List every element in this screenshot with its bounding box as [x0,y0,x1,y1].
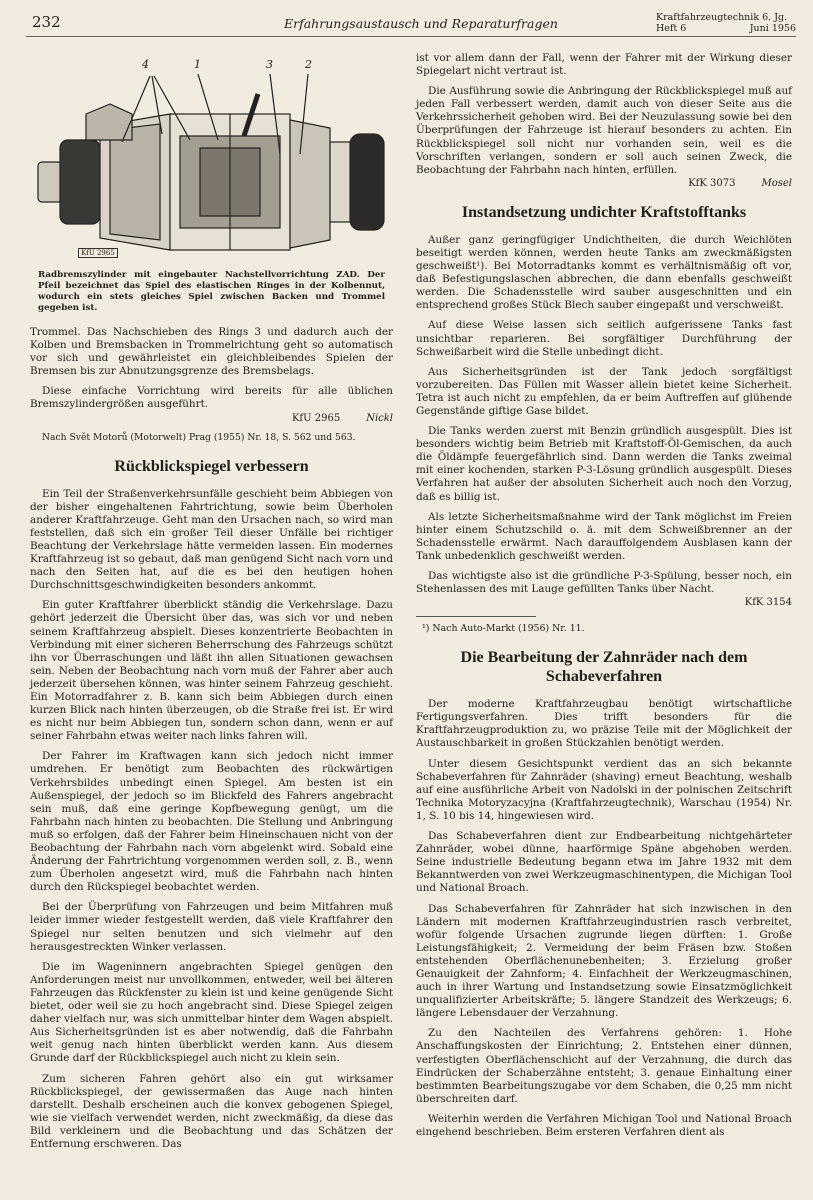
paragraph: ist vor allem dann der Fall, wenn der Fahrer mit der Wirkung dieser Spiegelart nicht vertraut ist. [416,52,792,78]
paragraph: Unter diesem Gesichtspunkt verdient das an sich bekannte Schabeverfahren für Zahnräder (shaving) erneut Beachtung, weshalb auf eine ausführliche Arbeit von Nadolski in der polnischen Zeitschrift Technika Motoryzacyjna (Kraftfahrzeugtechnik), Warschau (1954) Nr. 1, S. 10 bis 14, hingewiesen wird. [416,757,792,822]
journal-name: Kraftfahrzeugtechnik 6. Jg. [656,12,788,23]
paragraph: Weiterhin werden die Verfahren Michigan Tool und National Broach eingehend beschrieben. Beim ersteren Verfahren dient als [416,1112,792,1138]
left-column [30,44,393,1158]
paragraph: Die Ausführung sowie die Anbringung der Rückblickspiegel muß auf jeden Fall verbessert werden, damit auch von dieser Seite aus die Verkehrssicherheit gehoben wird. Bei der Neuzulassung sowie bei den Überprüfungen der Fahrzeuge ist hierauf besonders zu achten. Ein Rückblickspiegel soll nicht nur vorhanden sein, weil es die Vorschriften verlangen, sondern er soll auch seinen Zweck, die Beobachtung der Fahrbahn nach hinten, erfüllen. [416,85,792,176]
brake-cylinder-figure [30,44,393,266]
author-name: Mosel [761,177,792,189]
issue-row [656,23,796,34]
paragraph: Bei der Überprüfung von Fahrzeugen und beim Mitfahren muß leider immer wieder festgestellt werden, daß viele Kraftfahrer den Spiegel nur selten benutzen und sich vielmehr auf den herausgestreckten Winker verlassen. [30,901,393,953]
figure-caption: Radbremszylinder mit eingebauter Nachstellvorrichtung ZAD. Der Pfeil bezeichnet das Spiel des elastischen Ringes in der Kolbennut, wodurch ein stets gleiches Spiel zwischen Backen und Trommel gegeben ist. [38,270,385,313]
issue: Heft 6 [656,23,687,34]
right-column [416,52,792,1146]
paragraph: Das Schabeverfahren für Zahnräder hat sich inzwischen in den Ländern mit modernen Kraftfahrzeugindustrien rasch verbreitet, wofür folgende Ursachen zugrunde liegen dürften: 1. Große Leistungsfähigkeit; 2. Vermeidung der beim Fräsen bzw. Stoßen entstehenden Oberflächenunebenheiten; 3. Erzielung großer Genauigkeit der Zahnform; 4. Einfachheit der Werkzeugmaschinen, auch in ihrer Wartung und Instandsetzung sowie Einsatzmöglichkeit unqualifizierter Arbeitskräfte; 5. längere Standzeit des Werkzeugs; 6. längere Lebensdauer der Verzahnung. [416,902,792,1020]
paragraph: Die Tanks werden zuerst mit Benzin gründlich ausgespült. Dies ist besonders wichtig beim Betrieb mit Kraftstoff-Öl-Gemischen, da auch die Öldämpfe feuergefährlich sind. Dann werden die Tanks zweimal mit einer kochenden, starken P-3-Lösung gründlich ausgespült. Dieses Verfahren hat außer der absoluten Sicherheit auch noch den Vorzug, daß es billig ist. [416,425,792,503]
figure-label-3: 3 [266,58,273,71]
paragraph: Ein Teil der Straßenverkehrsunfälle geschieht beim Abbiegen von der bisher eingehaltenen Fahrtrichtung, sowie beim Überholen anderer Kraftfahrzeuge. Geht man den Ursachen nach, so wird man feststellen, daß sich ein großer Teil dieser Unfälle bei richtiger Beachtung der Verkehrslage hätte vermeiden lassen. Ein modernes Kraftfahrzeug ist so gebaut, daß man genügend Sicht nach vorn und nach den Seiten hat, auf die es bei den heutigen hohen Durchschnittsgeschwindigkeiten besonders ankommt. [30,487,393,592]
paragraph: Trommel. Das Nachschieben des Rings 3 und dadurch auch der Kolben und Bremsbacken in Trommelrichtung geht so automatisch vor sich und gewährleistet ein gleichbleibendes Spielen der Bremsen bis zur Abnutzungsgrenze des Bremsbelags. [30,326,393,378]
journal-info [656,12,796,34]
paragraph: Die im Wageninnern angebrachten Spiegel genügen den Anforderungen meist nur unvollkommen, entweder, weil bei älteren Fahrzeugen das Rückfenster zu klein ist und keine genügende Sicht bietet, oder weil sie zu hoch angebracht sind. Diese Spiegel zeigen daher vielfach nur, was sich unmittelbar hinter dem Wagen abspielt. Aus Sicherheitsgründen ist es aber notwendig, daß die Fahrbahn weit genug nach hinten überblickt werden kann. Aus diesem Grunde darf der Rückblickspiegel auch nicht zu klein sein. [30,960,393,1065]
figure-label-4: 4 [142,58,149,71]
issue-date: Juni 1956 [749,23,796,34]
paragraph: Ein guter Kraftfahrer überblickt ständig die Verkehrslage. Dazu gehört jederzeit die Übersicht über das, was sich vor und neben seinem Kraftfahrzeug abspielt. Dieses konzentrierte Beobachten in Verbindung mit einer sicheren Beherrschung des Fahrzeugs schützt ihn vor Überraschungen und läßt ihn allen Situationen gewachsen sein. Neben der Beobachtung nach vorn muß der Fahrer aber auch jederzeit übersehen können, was hinter seinem Fahrzeug geschieht. Ein Motorradfahrer z. B. kann sich beim Abbiegen durch einen kurzen Blick nach hinten überzeugen, ob die Straße frei ist. Er wird es nicht nur beim Abbiegen tun, sondern schon dann, wenn er auf seiner Fahrbahn etwas weiter nach links fahren will. [30,599,393,743]
paragraph: Diese einfache Vorrichtung wird bereits für alle üblichen Bremszylindergrößen ausgeführt. [30,385,393,411]
paragraph: Der Fahrer im Kraftwagen kann sich jedoch nicht immer umdrehen. Er benötigt zum Beobachten des rückwärtigen Verkehrsbildes unbedingt einen Spiegel. Am besten ist ein Außenspiegel, der jedoch so im Blickfeld des Fahrers angebracht sein muß, daß eine geringe Kopfbewegung genügt, um die Fahrbahn nach hinten zu beobachten. Die Stellung und Anbringung muß so erfolgen, daß der Fahrer beim Hineinschauen nicht von der Beobachtung der Fahrbahn nach vorn abgelenkt wird. Sobald eine Änderung der Fahrtrichtung vorgenommen werden soll, z. B., wenn zum Überholen angesetzt wird, muß die Fahrbahn nach hinten durch den Rückspiegel beobachtet werden. [30,750,393,894]
footnote: ¹) Nach Auto-Markt (1956) Nr. 11. [422,623,585,635]
figure-label-1: 1 [194,58,201,71]
signature [416,597,792,608]
paragraph: Auf diese Weise lassen sich seitlich aufgerissene Tanks fast unsichtbar reparieren. Bei sorgfältiger Durchführung der Schweißarbeit wird die Stelle unbedingt dicht. [416,319,792,358]
running-title: Erfahrungsaustausch und Reparaturfragen [284,16,558,31]
signature [416,178,792,189]
footnote-rule [416,616,536,617]
paragraph: Das wichtigste also ist die gründliche P-3-Spülung, besser noch, ein Stehenlassen des mit Lauge gefüllten Tanks über Nacht. [416,570,792,596]
paragraph: Aus Sicherheitsgründen ist der Tank jedoch sorgfältigst vorzubereiten. Das Füllen mit Wasser allein bietet keine Sicherheit. Tetra ist auch nicht zu empfehlen, da er beim Auftreffen auf glühende Gegenstände giftige Gase bildet. [416,365,792,417]
page-number: 232 [32,13,61,31]
paragraph: Zum sicheren Fahren gehört also ein gut wirksamer Rückblickspiegel, der gewissermaßen das Auge nach hinten darstellt. Deshalb erscheinen auch die konvex gebogenen Spiegel, wie sie vielfach verwendet werden, nicht zweckmäßig, da diese das Bild verkleinern und die Beobachtung und das Schätzen der Entfernung erschweren. Das [30,1072,393,1150]
signature-code: KfU 2965 [291,412,341,424]
paragraph: Der moderne Kraftfahrzeugbau benötigt wirtschaftliche Fertigungsverfahren. Dies trifft besonders für die Kraftfahrzeugproduktion zu, wo präzise Teile mit der Möglichkeit der Austauschbarkeit in großen Stückzahlen benötigt werden. [416,698,792,750]
section-heading: Rückblickspiegel verbessern [114,457,309,475]
source-note: Nach Svět Motorů (Motorwelt) Prag (1955) Nr. 18, S. 562 und 563. [42,431,356,443]
signature [30,413,393,424]
paragraph: Zu den Nachteilen des Verfahrens gehören: 1. Hohe Anschaffungskosten der Einrichtung; 2. Entstehen einer dünnen, verfestigten Oberflächenschicht auf der Verzahnung, die durch das Eindrücken der Schaberzähne entsteht; 3. genaue Einhaltung einer bestimmten Bearbeitungszugabe vor dem Schaben, die 0,25 mm nicht überschreiten darf. [416,1027,792,1105]
section-heading: Die Bearbeitung der Zahnräder nach dem Schabeverfahren [460,649,748,686]
author-name: Nickl [366,412,393,424]
figure-label-2: 2 [305,58,312,71]
brake-cylinder-drawing [30,44,393,266]
paragraph: Als letzte Sicherheitsmaßnahme wird der Tank möglichst im Freien hinter einem Schutzschild o. ä. mit dem Schweißbrenner an der Schadensstelle erwärmt. Nach darauffolgendem Ausblasen kann der Tank unbedenklich geschweißt werden. [416,510,792,562]
section-heading: Instandsetzung undichter Kraftstofftanks [461,203,747,221]
running-header [26,12,796,37]
paragraph: Das Schabeverfahren dient zur Endbearbeitung nichtgehärteter Zahnräder, wobei dünne, haarförmige Späne abgehoben werden. Seine industrielle Bedeutung begann etwa im Jahre 1932 mit dem Bekanntwerden von zwei Werkzeugmaschinentypen, die Michigan Tool und National Broach. [416,830,792,895]
figure-tag: KfU 2965 [78,248,118,258]
signature-code: KfK 3154 [744,597,792,609]
paragraph: Außer ganz geringfügiger Undichtheiten, die durch Weichlöten beseitigt werden können, werden heute Tanks am zweckmäßigsten geschweißt¹). Bei Motorradtanks kommt es verhältnismäßig oft vor, daß Befestigungslaschen abbrechen, die dann ebenfalls geschweißt werden. Die Schadensstelle wird sauber ausgeschnitten und ein entsprechend großes Stück Blech sauber eingepaßt und verschweißt. [416,233,792,312]
signature-code: KfK 3073 [688,177,736,189]
